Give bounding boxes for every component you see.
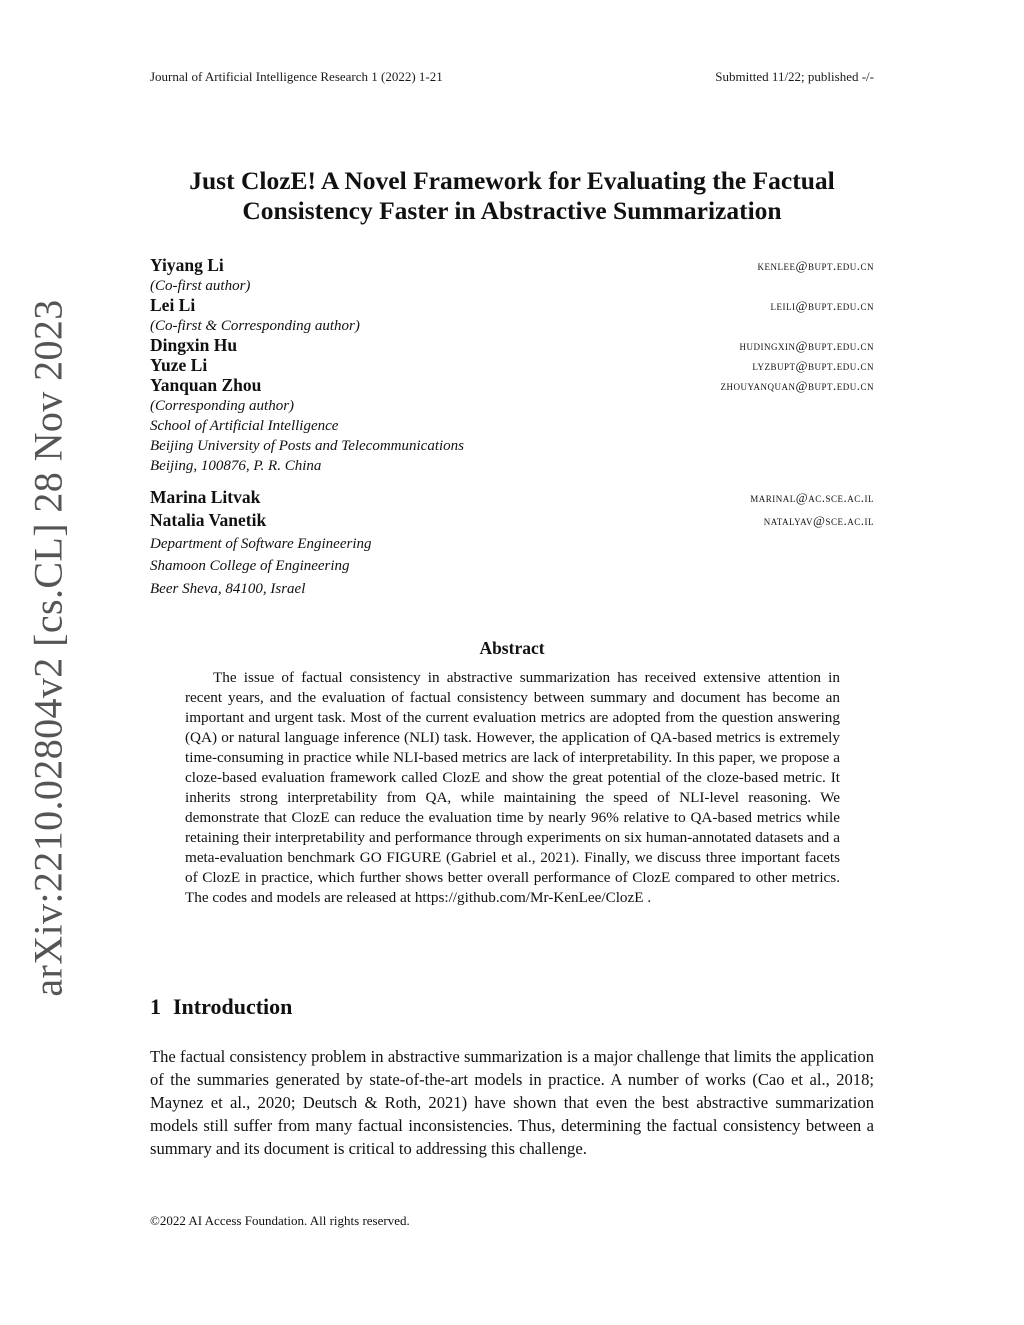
author-yuze-li xyxy=(150,355,874,375)
affiliation-school: School of Artificial Intelligence xyxy=(150,418,339,434)
author-yanquan-zhou xyxy=(150,375,874,395)
author-name: Yuze Li xyxy=(150,355,208,375)
author-email[interactable]: lyzbupt@bupt.edu.cn xyxy=(752,358,874,373)
section-number: 1 xyxy=(150,994,161,1019)
affiliation-address: Beijing, 100876, P. R. China xyxy=(150,458,322,474)
author-marina-litvak xyxy=(150,487,874,507)
author-dingxin-hu xyxy=(150,335,874,355)
abstract-text: The issue of factual consistency in abstractive summarization has received extensive attention in recent years, and the evaluation of factual consistency between summary and document has become an important and urgent task. Most of the current evaluation metrics are adopted from the question answering (QA) or natural language inference (NLI) task. However, the application of QA-based metrics is extremely time-consuming in practice while NLI-based metrics are lack of interpretability. In this paper, we propose a cloze-based evaluation framework called ClozE and show the great potential of the cloze-based metric. It inherits strong interpretability from QA, while maintaining the speed of NLI-level reasoning. We demonstrate that ClozE can reduce the evaluation time by nearly 96% relative to QA-based metrics while retaining their interpretability and performance through experiments on six human-annotated datasets and a meta-evaluation benchmark GO FIGURE (Gabriel et al., 2021). Finally, we discuss three important facets of ClozE in practice, which further shows better overall performance of ClozE compared to other metrics. The codes and models are released at https://github.com/Mr-KenLee/ClozE . xyxy=(185,669,840,906)
author-name: Lei Li xyxy=(150,295,196,315)
author-role-note: (Co-first & Corresponding author) xyxy=(150,318,360,334)
affiliation-address: Beer Sheva, 84100, Israel xyxy=(150,581,306,597)
author-natalia-vanetik xyxy=(150,510,874,530)
affiliation-department: Department of Software Engineering xyxy=(150,536,372,552)
author-role-note: (Co-first author) xyxy=(150,278,251,294)
copyright-notice: ©2022 AI Access Foundation. All rights reserved. xyxy=(150,1213,410,1228)
author-email[interactable]: hudingxin@bupt.edu.cn xyxy=(739,338,874,353)
author-email[interactable]: zhouyanquan@bupt.edu.cn xyxy=(720,378,874,393)
paper-title-line-1: Just ClozE! A Novel Framework for Evaluating the Factual xyxy=(189,166,835,195)
author-email[interactable]: marinal@ac.sce.ac.il xyxy=(750,490,874,505)
author-name: Marina Litvak xyxy=(150,487,261,507)
running-head-submitted: Submitted 11/22; published -/- xyxy=(715,69,874,84)
running-head-journal: Journal of Artificial Intelligence Research 1 (2022) 1-21 xyxy=(150,69,443,84)
section-title: Introduction xyxy=(173,994,293,1019)
author-email[interactable]: kenlee@bupt.edu.cn xyxy=(757,258,874,273)
arxiv-identifier-stamp: arXiv:2210.02804v2 [cs.CL] 28 Nov 2023 xyxy=(25,299,71,997)
abstract-heading: Abstract xyxy=(479,638,545,658)
author-role-note: (Corresponding author) xyxy=(150,398,295,414)
author-name: Natalia Vanetik xyxy=(150,510,267,530)
author-name: Yanquan Zhou xyxy=(150,375,262,395)
author-email[interactable]: natalyav@sce.ac.il xyxy=(763,513,874,528)
section-heading-introduction xyxy=(150,994,292,1020)
affiliation-university: Beijing University of Posts and Telecommunications xyxy=(150,438,464,454)
author-name: Yiyang Li xyxy=(150,255,224,275)
affiliation-college: Shamoon College of Engineering xyxy=(150,558,350,574)
author-name: Dingxin Hu xyxy=(150,335,238,355)
author-email[interactable]: leili@bupt.edu.cn xyxy=(770,298,874,313)
introduction-paragraph: The factual consistency problem in abstractive summarization is a major challenge that limits the application of the summaries generated by state-of-the-art models in practice. A number of works (Cao et al., 2018; Maynez et al., 2020; Deutsch & Roth, 2021) have shown that even the best abstractive summarization models still suffer from many factual inconsistencies. Thus, determining the factual consistency between a summary and its document is critical to addressing this challenge. xyxy=(150,1047,874,1158)
paper-title xyxy=(150,166,874,226)
paper-title-line-2: Consistency Faster in Abstractive Summarization xyxy=(242,196,782,225)
author-lei-li xyxy=(150,295,874,315)
author-yiyang-li xyxy=(150,255,874,275)
